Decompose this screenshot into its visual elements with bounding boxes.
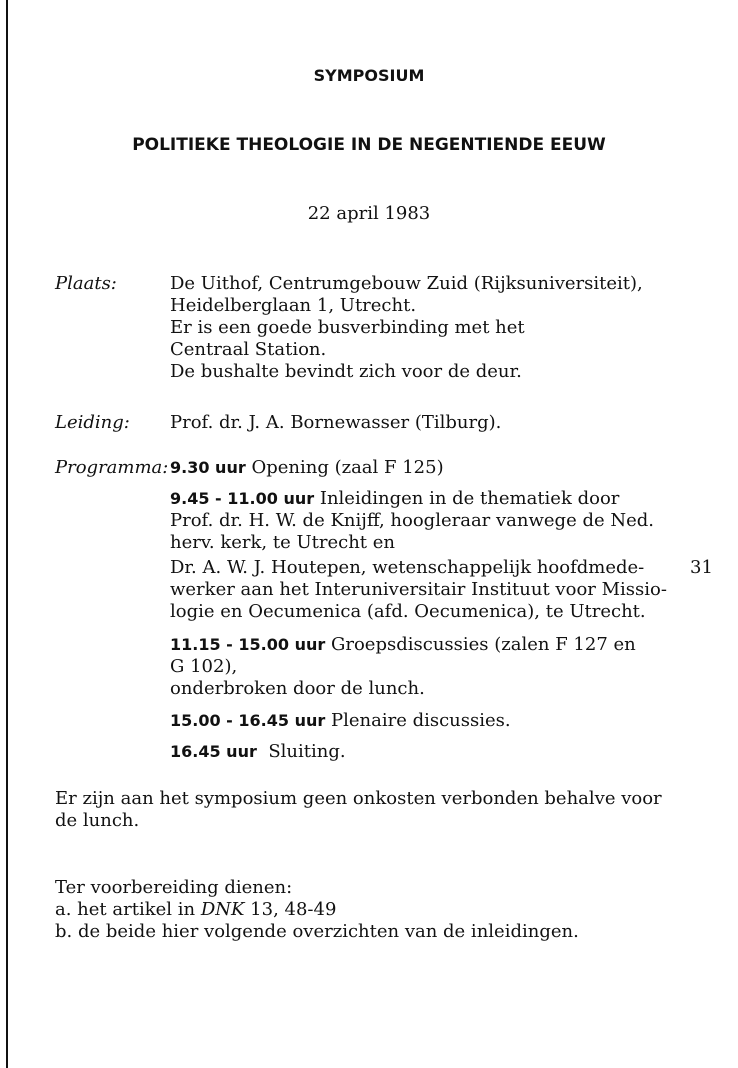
programma-sluiting: [170, 741, 660, 763]
kosten-line: Er zijn aan het symposium geen onkosten verbonden behalve voor: [55, 788, 662, 809]
symposium-title: POLITIEKE THEOLOGIE IN DE NEGENTIENDE EEUW: [132, 135, 606, 155]
programma-inleiding: [170, 488, 660, 554]
leiding-text: Prof. dr. J. A. Bornewasser (Tilburg).: [170, 412, 502, 433]
inleiding-line: Inleidingen in de thematiek door: [319, 488, 620, 509]
inleiding-line: Prof. dr. H. W. de Knijff, hoogleraar vanwege de Ned.: [170, 510, 654, 531]
page-number: 31: [690, 557, 713, 578]
plaats-line: Centraal Station.: [170, 339, 327, 360]
plenair-time: 15.00 - 16.45 uur: [170, 711, 326, 730]
groeps-line: G 102),: [170, 656, 238, 677]
sluiting-time: 16.45 uur: [170, 742, 257, 761]
voorbereiding-item-a: [55, 899, 675, 921]
houtepen-line: logie en Oecumenica (afd. Oecumenica), te Utrecht.: [170, 601, 646, 622]
plaats-block: [170, 273, 660, 383]
plenair-text: Plenaire discussies.: [330, 710, 511, 731]
programma-houtepen: [170, 557, 667, 623]
plaats-line: Er is een goede busverbinding met het: [170, 317, 525, 338]
houtepen-line: Dr. A. W. J. Houtepen, wetenschappelijk hoofdmede-: [170, 557, 645, 578]
plaats-line: De Uithof, Centrumgebouw Zuid (Rijksuniversiteit),: [170, 273, 643, 294]
kosten-paragraph: [55, 788, 675, 832]
sluiting-text: Sluiting.: [268, 741, 346, 762]
inleiding-time: 9.45 - 11.00 uur: [170, 489, 315, 508]
houtepen-line: werker aan het Interuniversitair Instituut voor Missio-: [170, 579, 667, 600]
inleiding-line: herv. kerk, te Utrecht en: [170, 532, 395, 553]
opening-time: 9.30 uur: [170, 458, 246, 477]
item-a-suffix: 13, 48-49: [244, 899, 337, 920]
groeps-time: 11.15 - 15.00 uur: [170, 635, 326, 654]
voorbereiding-item-b: b. de beide hier volgende overzichten van de inleidingen.: [55, 921, 579, 942]
programma-plenair: [170, 710, 660, 732]
kosten-line: de lunch.: [55, 810, 140, 831]
journal-title: DNK: [200, 899, 245, 920]
opening-text: Opening (zaal F 125): [251, 457, 444, 478]
plaats-label: Plaats:: [55, 273, 117, 294]
groeps-line: Groepsdiscussies (zalen F 127 en: [330, 634, 636, 655]
programma-groepsdiscussies: [170, 634, 660, 700]
voorbereiding-list: [55, 877, 675, 943]
symposium-date: 22 april 1983: [307, 203, 431, 224]
leiding-label: Leiding:: [55, 412, 130, 433]
programma-opening: [170, 457, 660, 479]
programma-label: Programma:: [55, 457, 169, 478]
symposium-heading: SYMPOSIUM: [313, 66, 425, 85]
groeps-line: onderbroken door de lunch.: [170, 678, 425, 699]
plaats-line: De bushalte bevindt zich voor de deur.: [170, 361, 522, 382]
plaats-line: Heidelberglaan 1, Utrecht.: [170, 295, 417, 316]
page-left-border: [6, 0, 8, 1068]
item-a-prefix: a. het artikel in: [55, 899, 201, 920]
voorbereiding-intro: Ter voorbereiding dienen:: [55, 877, 293, 898]
